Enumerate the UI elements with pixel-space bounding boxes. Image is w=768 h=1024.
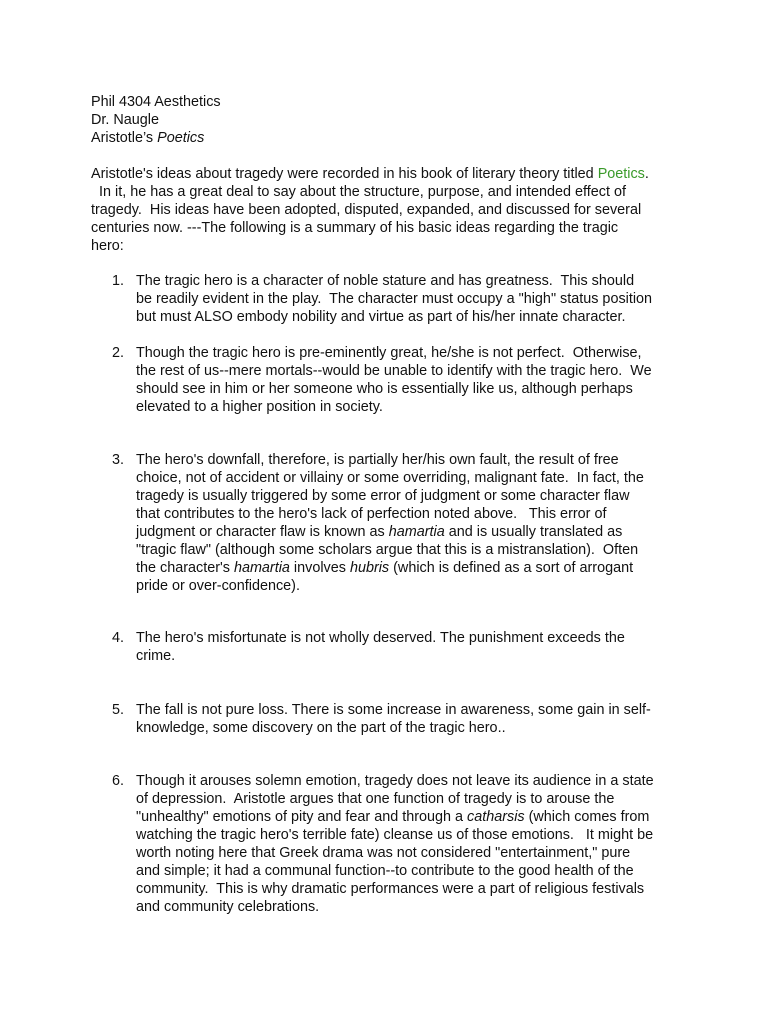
intro-line: centuries now. ---The following is a summary of his basic ideas regarding the tragic — [91, 220, 619, 236]
text-line: pride or over-confidence). — [136, 578, 300, 594]
text-line: but must ALSO embody nobility and virtue as part of his/her innate character. — [136, 309, 626, 325]
topic-title: Poetics — [157, 130, 205, 146]
text-line — [136, 808, 654, 826]
list-number: 4. — [112, 630, 125, 646]
intro-text: Aristotle's ideas about tragedy were recorded in his book of literary theory titled — [91, 166, 598, 182]
instructor-name: Dr. Naugle — [91, 112, 159, 128]
text-run: involves — [289, 560, 350, 576]
text-line: the rest of us--mere mortals--would be unable to identify with the tragic hero. We — [136, 363, 652, 379]
intro-line: hero: — [91, 238, 124, 254]
text-line — [136, 559, 644, 577]
topic-line — [91, 129, 221, 147]
list-item-text — [136, 629, 625, 665]
text-line: "tragic flaw" (although some scholars argue that this is a mistranslation). Often — [136, 542, 639, 558]
list-item-text — [136, 344, 652, 416]
text-line: crime. — [136, 648, 176, 664]
text-line: of depression. Aristotle argues that one function of tragedy is to arouse the — [136, 791, 615, 807]
text-line — [136, 523, 644, 541]
text-line: knowledge, some discovery on the part of the tragic hero.. — [136, 720, 506, 736]
text-line: watching the tragic hero's terrible fate) cleanse us of those emotions. It might be — [136, 827, 654, 843]
text-line: worth noting here that Greek drama was not considered "entertainment," pure — [136, 845, 631, 861]
poetics-link-text: Poetics — [597, 166, 645, 182]
text-line: and simple; it had a communal function--to contribute to the good health of the — [136, 863, 634, 879]
text-line: The fall is not pure loss. There is some increase in awareness, some gain in self- — [136, 702, 651, 718]
text-line: community. This is why dramatic performances were a part of religious festivals — [136, 881, 645, 897]
list-number: 2. — [112, 345, 125, 361]
document-header — [91, 93, 221, 147]
text-run: the character's — [136, 560, 234, 576]
list-item-text — [136, 772, 654, 916]
intro-paragraph — [91, 165, 681, 255]
text-line: The hero's misfortunate is not wholly deserved. The punishment exceeds the — [136, 630, 625, 646]
text-line: elevated to a higher position in society. — [136, 399, 383, 415]
term-hamartia: hamartia — [233, 560, 290, 576]
text-line: be readily evident in the play. The character must occupy a "high" status position — [136, 291, 653, 307]
intro-text: . — [644, 166, 649, 182]
text-line: that contributes to the hero's lack of perfection noted above. This error of — [136, 506, 607, 522]
list-item-text — [136, 451, 644, 595]
topic-prefix: Aristotle’s — [91, 130, 158, 146]
text-run: and is usually translated as — [444, 524, 623, 540]
text-run: "unhealthy" emotions of pity and fear and through a — [136, 809, 468, 825]
text-run: judgment or character flaw is known as — [136, 524, 389, 540]
text-line: and community celebrations. — [136, 899, 320, 915]
list-number: 3. — [112, 452, 125, 468]
list-number: 6. — [112, 773, 125, 789]
list-item-text — [136, 272, 652, 326]
list-number: 5. — [112, 702, 125, 718]
text-line: choice, not of accident or villainy or some overriding, malignant fate. In fact, the — [136, 470, 644, 486]
text-line: Though it arouses solemn emotion, tragedy does not leave its audience in a state — [136, 773, 654, 789]
text-run: (which is defined as a sort of arrogant — [389, 560, 634, 576]
text-line: should see in him or her someone who is essentially like us, although perhaps — [136, 381, 633, 397]
course-title: Phil 4304 Aesthetics — [91, 94, 221, 110]
term-hubris: hubris — [349, 560, 390, 576]
term-hamartia: hamartia — [388, 524, 445, 540]
list-item-text — [136, 701, 651, 737]
intro-line: In it, he has a great deal to say about the structure, purpose, and intended effect of — [91, 184, 626, 200]
intro-line: tragedy. His ideas have been adopted, disputed, expanded, and discussed for several — [91, 202, 642, 218]
text-run: (which comes from — [524, 809, 650, 825]
list-number: 1. — [112, 273, 125, 289]
text-line: The hero's downfall, therefore, is partially her/his own fault, the result of free — [136, 452, 619, 468]
intro-line — [91, 165, 681, 183]
term-catharsis: catharsis — [467, 809, 525, 825]
text-line: The tragic hero is a character of noble stature and has greatness. This should — [136, 273, 635, 289]
text-line: tragedy is usually triggered by some error of judgment or some character flaw — [136, 488, 630, 504]
text-line: Though the tragic hero is pre-eminently great, he/she is not perfect. Otherwise, — [136, 345, 642, 361]
